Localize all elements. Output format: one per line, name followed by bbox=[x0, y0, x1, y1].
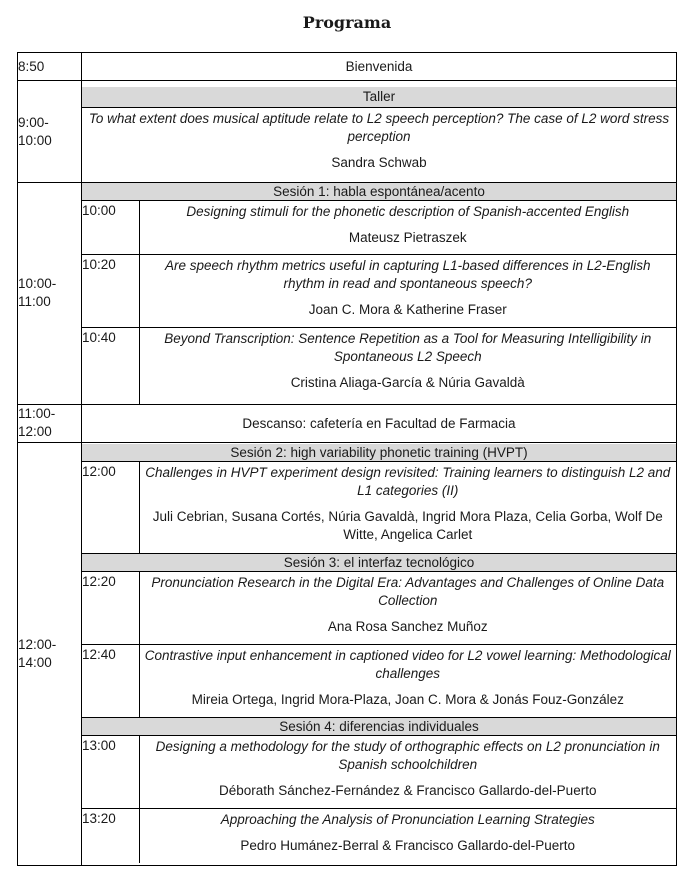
talk-row bbox=[82, 328, 676, 404]
talk-authors: Pedro Humánez-Berral & Francisco Gallardo-del-Puerto bbox=[240, 837, 576, 853]
talk-time: 10:20 bbox=[82, 255, 139, 328]
talk-time: 12:40 bbox=[82, 645, 139, 718]
talk bbox=[139, 328, 676, 404]
session-header: Taller bbox=[82, 87, 676, 108]
time-cell: 8:50 bbox=[18, 53, 82, 81]
session-header: Sesión 3: el interfaz tecnológico bbox=[82, 554, 676, 572]
session-talks bbox=[82, 461, 676, 554]
talk-time: 10:00 bbox=[82, 201, 139, 255]
talk-row bbox=[82, 201, 676, 255]
talk bbox=[139, 201, 676, 255]
session1-row bbox=[18, 183, 677, 405]
page-title: Programa bbox=[302, 13, 392, 32]
session-talks bbox=[82, 736, 676, 863]
talk bbox=[139, 645, 676, 718]
talk-row bbox=[82, 572, 676, 645]
workshop-row bbox=[18, 81, 677, 183]
session1-block bbox=[82, 183, 677, 405]
talk-row bbox=[82, 461, 676, 553]
program-table bbox=[17, 52, 677, 866]
talk-row bbox=[82, 808, 676, 863]
session-talks bbox=[82, 200, 676, 404]
talk-title: Are speech rhythm metrics useful in capturing L1-based differences in L2-English rhythm in read and spontaneous speech? bbox=[165, 258, 651, 291]
talk-authors: Joan C. Mora & Katherine Fraser bbox=[308, 302, 507, 317]
talk bbox=[139, 572, 676, 645]
welcome-label: Bienvenida bbox=[82, 53, 677, 81]
time-cell: 10:00- 11:00 bbox=[18, 183, 82, 405]
session-header: Sesión 1: habla espontánea/acento bbox=[82, 183, 676, 200]
break-row bbox=[18, 404, 677, 442]
talk-time: 13:20 bbox=[82, 808, 139, 863]
talk-authors: Cristina Aliaga-García & Núria Gavaldà bbox=[290, 375, 525, 390]
talk-authors: Mireia Ortega, Ingrid Mora-Plaza, Joan C. Mora & Jonás Fouz-González bbox=[191, 692, 624, 708]
talk-authors: Juli Cebrian, Susana Cortés, Núria Gavaldà, Ingrid Mora Plaza, Celia Gorba, Wolf De Witte, Angelica Carlet bbox=[152, 508, 663, 542]
talk bbox=[139, 808, 676, 863]
talk-title: Designing stimuli for the phonetic description of Spanish-accented English bbox=[186, 204, 630, 219]
talk-title: Pronunciation Research in the Digital Era: Advantages and Challenges of Online Data Collection bbox=[151, 574, 665, 608]
time-cell: 12:00- 14:00 bbox=[18, 442, 82, 865]
session-header: Sesión 2: high variability phonetic training (HVPT) bbox=[82, 444, 676, 461]
talk bbox=[82, 108, 676, 176]
session-talks bbox=[82, 572, 676, 719]
talk bbox=[139, 255, 676, 328]
talk-authors: Déborath Sánchez-Fernández & Francisco Gallardo-del-Puerto bbox=[219, 783, 597, 799]
talk-title: Challenges in HVPT experiment design revisited: Training learners to distinguish L2 and L1 categories (II) bbox=[145, 464, 671, 498]
talk-title: Designing a methodology for the study of orthographic effects on L2 pronunciation in Spanish schoolchildren bbox=[155, 739, 660, 773]
talk-title: Beyond Transcription: Sentence Repetition as a Tool for Measuring Intelligibility in Spontaneous L2 Speech bbox=[164, 331, 652, 364]
talk-title: To what extent does musical aptitude relate to L2 speech perception? The case of L2 word stress perception bbox=[88, 111, 670, 144]
talk-title: Contrastive input enhancement in captioned video for L2 vowel learning: Methodological challenges bbox=[144, 648, 671, 682]
talk-authors: Ana Rosa Sanchez Muñoz bbox=[327, 618, 488, 634]
talk-row bbox=[82, 736, 676, 808]
talk-authors: Mateusz Pietraszek bbox=[348, 230, 467, 245]
talk-time: 12:00 bbox=[82, 461, 139, 553]
welcome-row bbox=[18, 53, 677, 81]
break-label: Descanso: cafetería en Facultad de Farmacia bbox=[82, 404, 677, 442]
talk-time: 10:40 bbox=[82, 328, 139, 404]
block2-row bbox=[18, 442, 677, 865]
session-header: Sesión 4: diferencias individuales bbox=[82, 718, 676, 736]
workshop-block bbox=[82, 81, 677, 183]
talk bbox=[139, 736, 676, 808]
talk bbox=[139, 461, 676, 553]
talk-row bbox=[82, 255, 676, 328]
talk-row bbox=[82, 645, 676, 718]
block2 bbox=[82, 442, 677, 865]
talk-time: 13:00 bbox=[82, 736, 139, 808]
talk-authors: Sandra Schwab bbox=[331, 155, 427, 170]
talk-time: 12:20 bbox=[82, 572, 139, 645]
time-cell: 11:00- 12:00 bbox=[18, 404, 82, 442]
talk-title: Approaching the Analysis of Pronunciation Learning Strategies bbox=[220, 811, 595, 827]
time-cell: 9:00- 10:00 bbox=[18, 81, 82, 183]
